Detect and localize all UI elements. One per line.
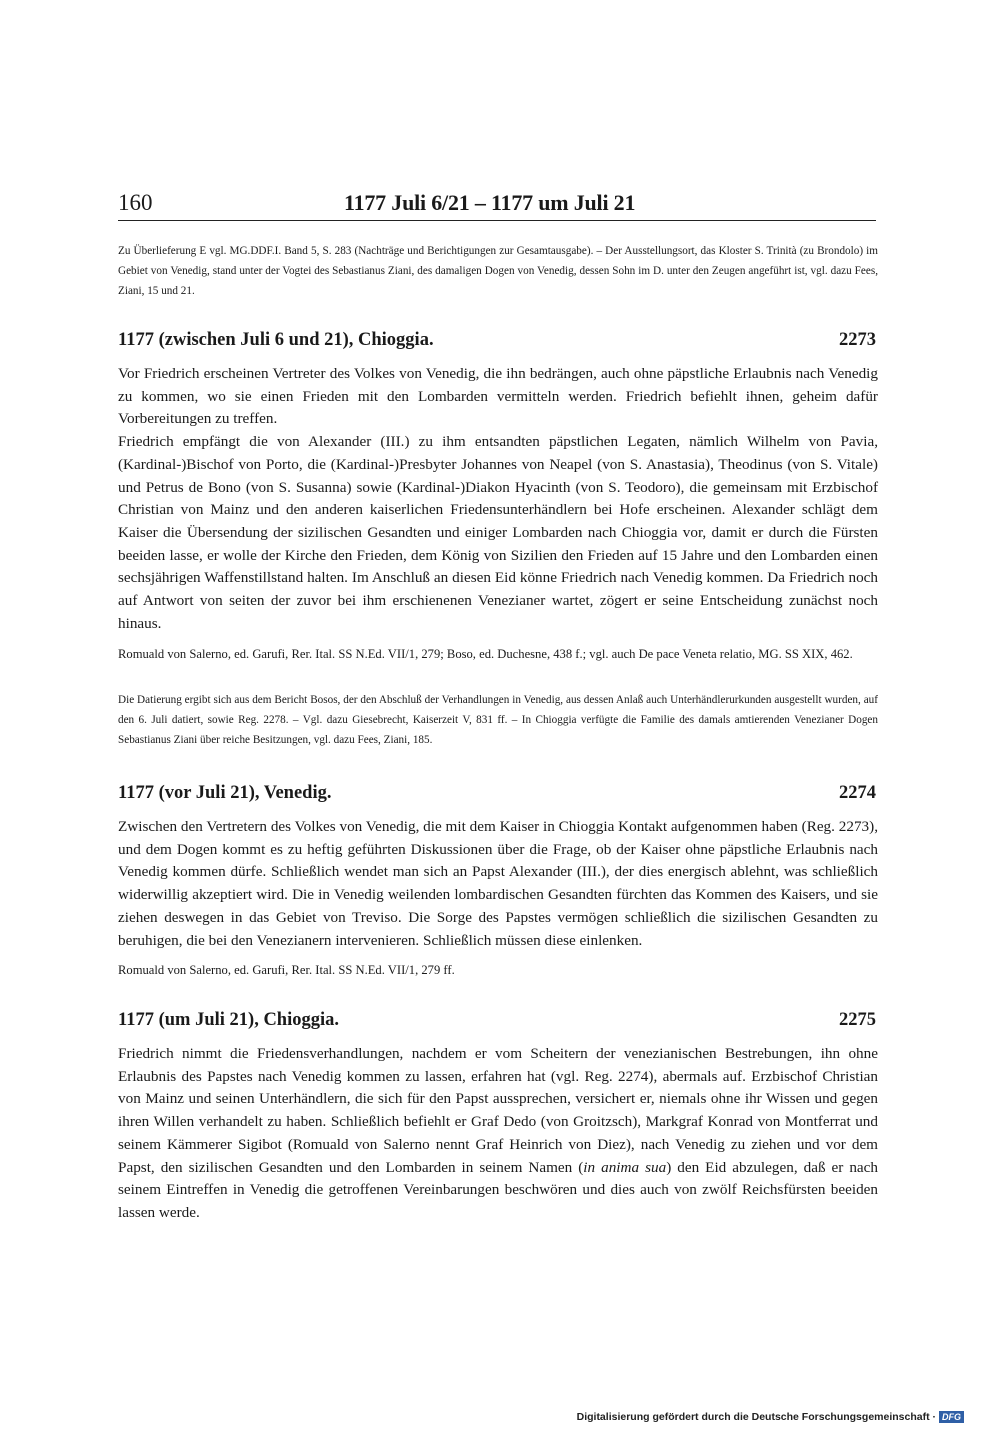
latin-phrase: in anima sua [583, 1158, 667, 1176]
running-title: 1177 Juli 6/21 – 1177 um Juli 21 [344, 190, 636, 215]
entry-number: 2275 [839, 1010, 876, 1030]
entry-body-2274 [118, 816, 878, 952]
entry-number: 2273 [839, 330, 876, 350]
entry-number: 2274 [839, 783, 876, 803]
entry-heading-text: 1177 (um Juli 21), Chioggia. [118, 1010, 339, 1030]
footer-credit [577, 1411, 964, 1423]
entry-heading-2273 [118, 330, 876, 351]
paragraph: Vor Friedrich erscheinen Vertreter des Volkes von Venedig, die ihn bedrängen, auch ohne päpstliche Erlaubnis nach Venedig zu kommen, wo sie einen Frieden mit den Lombarden vermitteln werden. Friedrich befiehlt ihnen, geheim dafür Vorbereitungen zu treffen. [118, 365, 878, 428]
credit-text: Digitalisierung gefördert durch die Deutsche Forschungsgemeinschaft · [576, 1411, 936, 1423]
header-rule [118, 220, 876, 221]
paragraph: Friedrich empfängt die von Alexander (III.) zu ihm entsandten päpstlichen Legaten, nämlich Wilhelm von Pavia, (Kardinal-)Bischof von Porto, die (Kardinal-)Presbyter Johannes von Neapel (von S. Anastasia), Theodinus (von S. Vitale) und Petrus de Bono (von S. Susanna) sowie (Kardinal-)Diakon Hyacinth (von S. Teodoro), die gemeinsam mit Erzbischof Christian von Mainz und den anderen kaiserlichen Friedensunterhändlern bei Hofe erscheinen. Alexander schlägt dem Kaiser die Übersendung der sizilischen Gesandten und einiger Lombarden nach Chioggia vor, damit er durch die Fürsten beeiden lasse, er wolle der Kirche den Frieden, dem König von Sizilien den Frieden auf 15 Jahre und den Lombarden einen sechsjährigen Waffenstillstand halten. Im Anschluß an diesen Eid könne Friedrich nach Venedig kommen. Da Friedrich noch auf Antwort von seiten der zuvor bei ihm erschienenen Venezianer wartet, zögert er seine Entscheidung zunächst noch hinaus. [118, 433, 878, 632]
entry-source-2273: Romuald von Salerno, ed. Garufi, Rer. Ital. SS N.Ed. VII/1, 279; Boso, ed. Duchesne, 438 f.; vgl. auch De pace Veneta relatio, MG. SS XIX, 462. [118, 647, 853, 661]
entry-heading-2275 [118, 1010, 876, 1031]
entry-note-2273: Die Datierung ergibt sich aus dem Bericht Bosos, der den Abschluß der Verhandlungen in Venedig, aus dessen Anlaß auch Unterhändlerurkunden ausgestellt wurden, auf den 6. Juli datiert, sowie Reg. 2278. – Vgl. dazu Giesebrecht, Kaiserzeit V, 831 ff. – In Chioggia verfügte die Familie des damals amtierenden Venezianer Dogen Sebastianus Ziani über reiche Besitzungen, vgl. dazu Fees, Ziani, 185. [118, 694, 878, 746]
paragraph: Zwischen den Vertretern des Volkes von Venedig, die mit dem Kaiser in Chioggia Kontakt aufgenommen haben (Reg. 2273), und dem Dogen kommt es zu heftig geführten Diskussionen über die Frage, ob der Kaiser ohne päpstliche Erlaubnis nach Venedig kommen dürfe. Schließlich wendet man sich an Papst Alexander (III.), der dies energisch ablehnt, was schließlich widerwillig akzeptiert wird. Die in Venedig weilenden lombardischen Gesandten fürchten das Kommen des Kaisers, und sie ziehen deswegen in das Gebiet von Treviso. Die Sorge des Papstes vermögen schließlich die sizilischen Gesandten zu beruhigen, die bei den Venezianern intervenieren. Schließlich müssen diese einlenken. [118, 818, 878, 949]
entry-heading-text: 1177 (zwischen Juli 6 und 21), Chioggia. [118, 330, 434, 350]
entry-heading-2274 [118, 783, 876, 804]
dfg-logo: DFG [939, 1411, 964, 1423]
intro-note: Zu Überlieferung E vgl. MG.DDF.I. Band 5, S. 283 (Nachträge und Berichtigungen zur Gesamtausgabe). – Der Ausstellungsort, das Kloster S. Trinità (zu Brondolo) im Gebiet von Venedig, stand unter der Vogtei des Sebastianus Ziani, des damaligen Dogen von Venedig, dessen Sohn im D. unter den Zeugen angeführt ist, vgl. dazu Fees, Ziani, 15 und 21. [118, 245, 878, 297]
entry-body-2273 [118, 363, 878, 635]
paragraph: Friedrich nimmt die Friedensverhandlungen, nachdem er vom Scheitern der venezianischen Bestrebungen, ihn ohne Erlaubnis des Papstes nach Venedig kommen zu lassen, erfahren hat (vgl. Reg. 2274), abermals auf. Erzbischof Christian von Mainz und seinen Unterhändlern, die sich für den Papst aussprechen, versichert er, niemals ohne ihr Wissen und gegen ihren Willen verhandelt zu haben. Schließlich befiehlt er Graf Dedo (von Groitzsch), Markgraf Konrad von Montferrat und seinem Kämmerer Sigibot (Romuald von Salerno nennt Graf Heinrich von Diez), nach Venedig zu ziehen und vor dem Papst, den sizilischen Gesandten und den Lombarden in seinem Namen (in anima sua) den Eid abzulegen, daß er nach seinem Eintreffen in Venedig die getroffenen Vereinbarungen beschwören und dies auch von zwölf Reichsfürsten beeiden lassen werde. [118, 1045, 879, 1221]
page-number: 160 [118, 190, 153, 215]
page-header [118, 190, 876, 224]
entry-body-2275 [118, 1043, 878, 1225]
entry-heading-text: 1177 (vor Juli 21), Venedig. [118, 783, 332, 803]
entry-source-2274: Romuald von Salerno, ed. Garufi, Rer. Ital. SS N.Ed. VII/1, 279 ff. [118, 963, 455, 977]
